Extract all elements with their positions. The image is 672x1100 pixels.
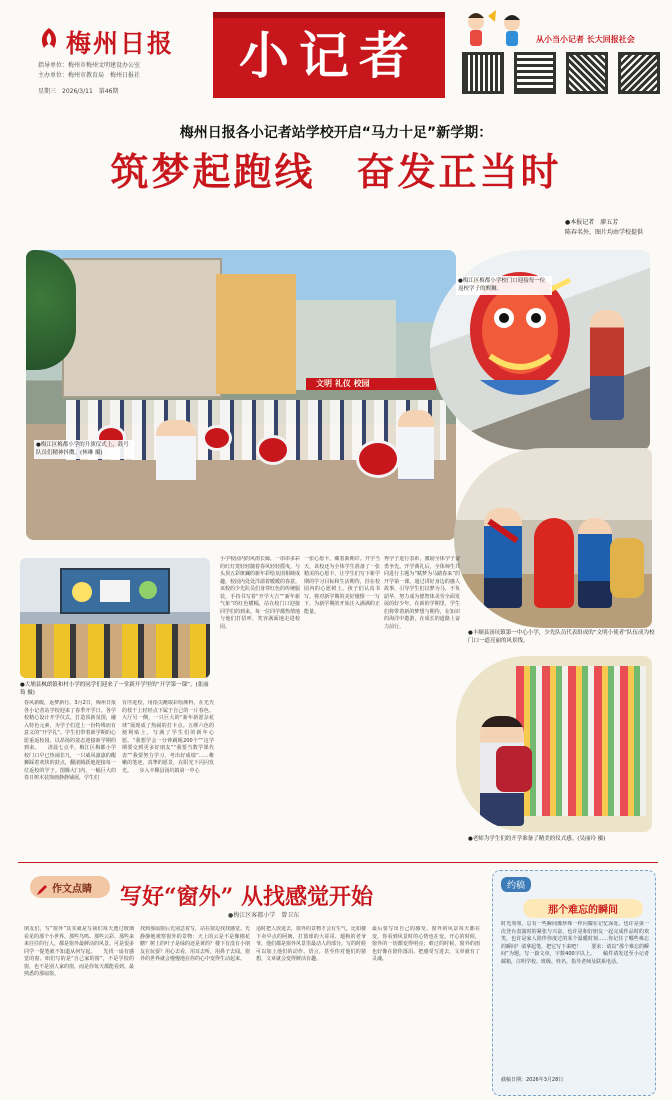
- body-col-4: 一张心愿卡，藏着新期许。开学当天，该校还为全体学生准备了一张精美的心愿卡，让学生们写下新学期的学习目标和生活期待，挂在校园内的心愿树上。孩子们认真书写，将对新学期的美好憧憬一一写下，为新学期的开始注入满满的正能量。: [304, 556, 380, 615]
- slogan: 从小当小记者 长大回报社会: [536, 35, 635, 44]
- building: [296, 300, 396, 390]
- body-col-2: 有序进校，用指尖蘸取彩绘颜料，在光秃的枝干上轻轻点下属于自己的一片春色。大厅另一侧，一只巨大的“新年新愿杂花球”展现成了热闹的打卡点。五颜六色的便利贴上，写满了学生们的新年心愿。“我想学会一分钟跳绳200个”“这学期要交到更多好朋友”“我要当数学课代表”“我要努力学习，考出好成绩”……稚嫩的笔迹，真挚的愿景，在阳光下闪闪发光。 步入丰顺县汤坑镇第一中心: [122, 700, 214, 774]
- sidebar-box: [492, 870, 656, 1096]
- essay-col-2: 找到那扇窗后先别急着写，站在窗边找找感觉。先静静地观察窗外的景物：天上的云是不是像棉花糖？树上的叶子是绿的还是黄的？楼下有没有小朋友在玩耍？用心去看，用耳去听，用鼻子去闻，窗外的世界就会慢慢地在你的心中变得生动起来。: [140, 926, 250, 962]
- sponsor-line-1: 指导单位：梅州市梅州文明建设办公室: [38, 62, 141, 69]
- mascot-icon: [534, 518, 574, 608]
- sidebar-text: 时光匆匆，总有一些瞬间像珍珠一样闪耀在记忆深处。也许是第一次登台表演时的紧张与兴奋，也许是和好朋友一起完成作品时的欢笑，也许是家人陪伴你度过的某个温暖时刻……你记住了哪些难忘的瞬间？请拿起笔，把它写下来吧！ 要求：请以“那个难忘的瞬间”为题，写一篇文章，字数400字以上。 稿件请发送至小记者邮箱，注明学校、班级、姓名、指导老师及联系电话。: [501, 921, 649, 965]
- photo-classroom: [20, 558, 210, 678]
- student-figure: [578, 518, 612, 608]
- divider: [18, 862, 658, 863]
- essay-byline: ●梅江区客都小学 曾卫东: [228, 912, 300, 919]
- backpack-icon: [496, 746, 532, 792]
- qr-code-icon: [566, 52, 608, 94]
- essay-tag: [30, 876, 110, 898]
- drum-icon: [202, 425, 232, 451]
- section-title-banner: [213, 12, 445, 98]
- sidebar-deadline: 截稿日期：2026年3月28日: [501, 1077, 564, 1083]
- lead-headline: 筑梦起跑线 奋发正当时: [110, 149, 562, 194]
- drum-icon: [356, 440, 400, 478]
- body-col-5: 秀学子进行表彰，激励全体学子奋勇争先。开学典礼后，全体师生共同进行主题为“赋梦为马踏春来”的开学第一课。通过讲好身边的感人故事，引导学生们以梦为马，不负韶华，努力成为德智体美劳全面发展的好少年。在新的学期里，学生们将带着新的梦想与期待，在知识的海洋中遨游，在成长的道路上奋力前行。: [384, 556, 460, 630]
- sidebar-tag: 约稿: [501, 877, 531, 892]
- building: [62, 258, 222, 398]
- horse-mascot-icon: [610, 538, 644, 598]
- essay-col-4: 最后要写出自己的感受。窗外的风景每天都在变，你看到风景时的心情也在变。开心的时候，窗外的一切都变得明亮；难过的时候，窗外的雨也好像在陪你落泪。把感受写进去，文章就有了灵魂。: [372, 926, 480, 962]
- kids-illustration: [462, 8, 532, 50]
- drum-icon: [256, 435, 290, 465]
- tree: [26, 250, 76, 370]
- qr-code-icon: [618, 52, 660, 94]
- caption-classroom: ●大埔县枫朗镇和村小学的同学们迎来了一堂新开学里的“开学第一课”。(张丽筠 摄): [20, 682, 209, 696]
- date-line: 星期三 2026/3/11 第46期: [38, 88, 119, 95]
- ground: [26, 480, 456, 540]
- paper-logo: [36, 22, 175, 58]
- masthead: [0, 0, 672, 108]
- banner-strip-icon: [213, 12, 445, 18]
- photo-mascots: [454, 448, 652, 628]
- byline-photo: 陈春名外，图片均由学校提供: [565, 229, 644, 236]
- sponsor-line-2: 主办单位：梅州市教育局 梅州日报社: [38, 72, 141, 79]
- blackboard: [60, 568, 170, 614]
- section-title: 小记者: [239, 26, 419, 85]
- sidebar-title: 那个难忘的瞬间: [523, 899, 643, 918]
- photo-banner-text: 文明 礼仪 校园: [316, 379, 370, 388]
- wish-wall: [516, 666, 646, 816]
- essay-col-1: 朋友们，写“窗外”其实就是写我们每天透过玻璃看见的那个小世界。那些鸟鸣、那些云彩、那些来来往往的行人，都是窗外最鲜活的风景。可是很多同学一提笔就不知道从何写起。 先找一扇有感觉的窗。咱们写的是“自己家的窗”，不是学校的窗，也不是别人家的窗，而是你每天都能看到、最熟悉的那扇窗。: [24, 926, 134, 977]
- body-col-3: 小学校园内的风雨长廊，一串串多彩的红灯笼轻轻随着春风轻轻摇曳，与头顶五彩斑斓的新年彩绘氛围相映成趣，校园内处处洋溢着暖暖的春意。该校的少先队员们身穿红色的传统服装，手持书写着“开学大吉”“新年新气象”的红色横幅，站在校门口迎接同学们的到来。每一位同学都热情地与他们打招呼，笑容满面地走进校园。: [220, 556, 300, 630]
- photo-flag-ceremony: [26, 250, 456, 540]
- paper-logo-icon: [36, 26, 62, 52]
- building: [216, 274, 296, 394]
- byline-reporter: ●本报记者 廖五芳: [565, 219, 619, 226]
- caption-lion-outside: ●梅江区梅都小学校门口迎接每一位返校学子的醒狮。: [456, 276, 552, 295]
- paper-name: 梅州日报: [66, 29, 175, 58]
- essay-col-3: 适时把人放进去，窗外的景物才会有生气。比如楼下卖早点的阿姨、打篮球的大哥哥、遛狗的老爷爷，他们都是窗外风景里最动人的部分。写的时候可以加上他们的动作、语言，甚至你对他们的猜想，文章就会变得鲜活有趣。: [256, 926, 366, 962]
- qr-codes: [462, 52, 662, 98]
- student-figure: [590, 310, 624, 420]
- students-group: [20, 624, 210, 678]
- qr-code-icon: [514, 52, 556, 94]
- lead-kicker: 梅州日报各小记者站学校开启“马力十足”新学期：: [179, 125, 493, 141]
- caption-mascots: ●丰顺县汤坑镇第一中心小学，少先队员代表组成的“文明小使者”队伍成为校门口一道亮丽的风景线。: [468, 630, 655, 644]
- caption-flag: ●梅江区梅都小学的升旗仪式上，鼓号队员们精神抖擞。(林琳 摄): [34, 440, 134, 459]
- body-col-1: 春风新暖，返梦新行。3月2日，梅州日报各小记者站学校迎来了春季开学日。各学校精心设计开学仪式，打造顶新氛围，融入特色元素，为学子们送上一份特殊而有意义的“开学礼”。学生们带着新学期的心愿重返校园，以昂扬的姿态迎接新学期的到来。 清晨七点半，梅江区梅都小学校门口早已热闹非凡，一只威风凛凛的醒狮踩着欢快的鼓点，翻滚腾跃地迎接每一位返校的学子。图腾大门内，一幅巨大的春日树木装饰画静静铺展，学生们: [24, 700, 116, 781]
- photo-wall: [456, 656, 652, 832]
- caption-wall: ●老师为学生们的开学准备了精美的仪式感。(吴丽玲 摄): [468, 836, 606, 842]
- essay-title: 写好“窗外” 从找感觉开始: [120, 884, 373, 910]
- qr-code-icon: [462, 52, 504, 94]
- essay-tag-label: 作文点睛: [52, 884, 92, 895]
- pencil-icon: [36, 881, 48, 893]
